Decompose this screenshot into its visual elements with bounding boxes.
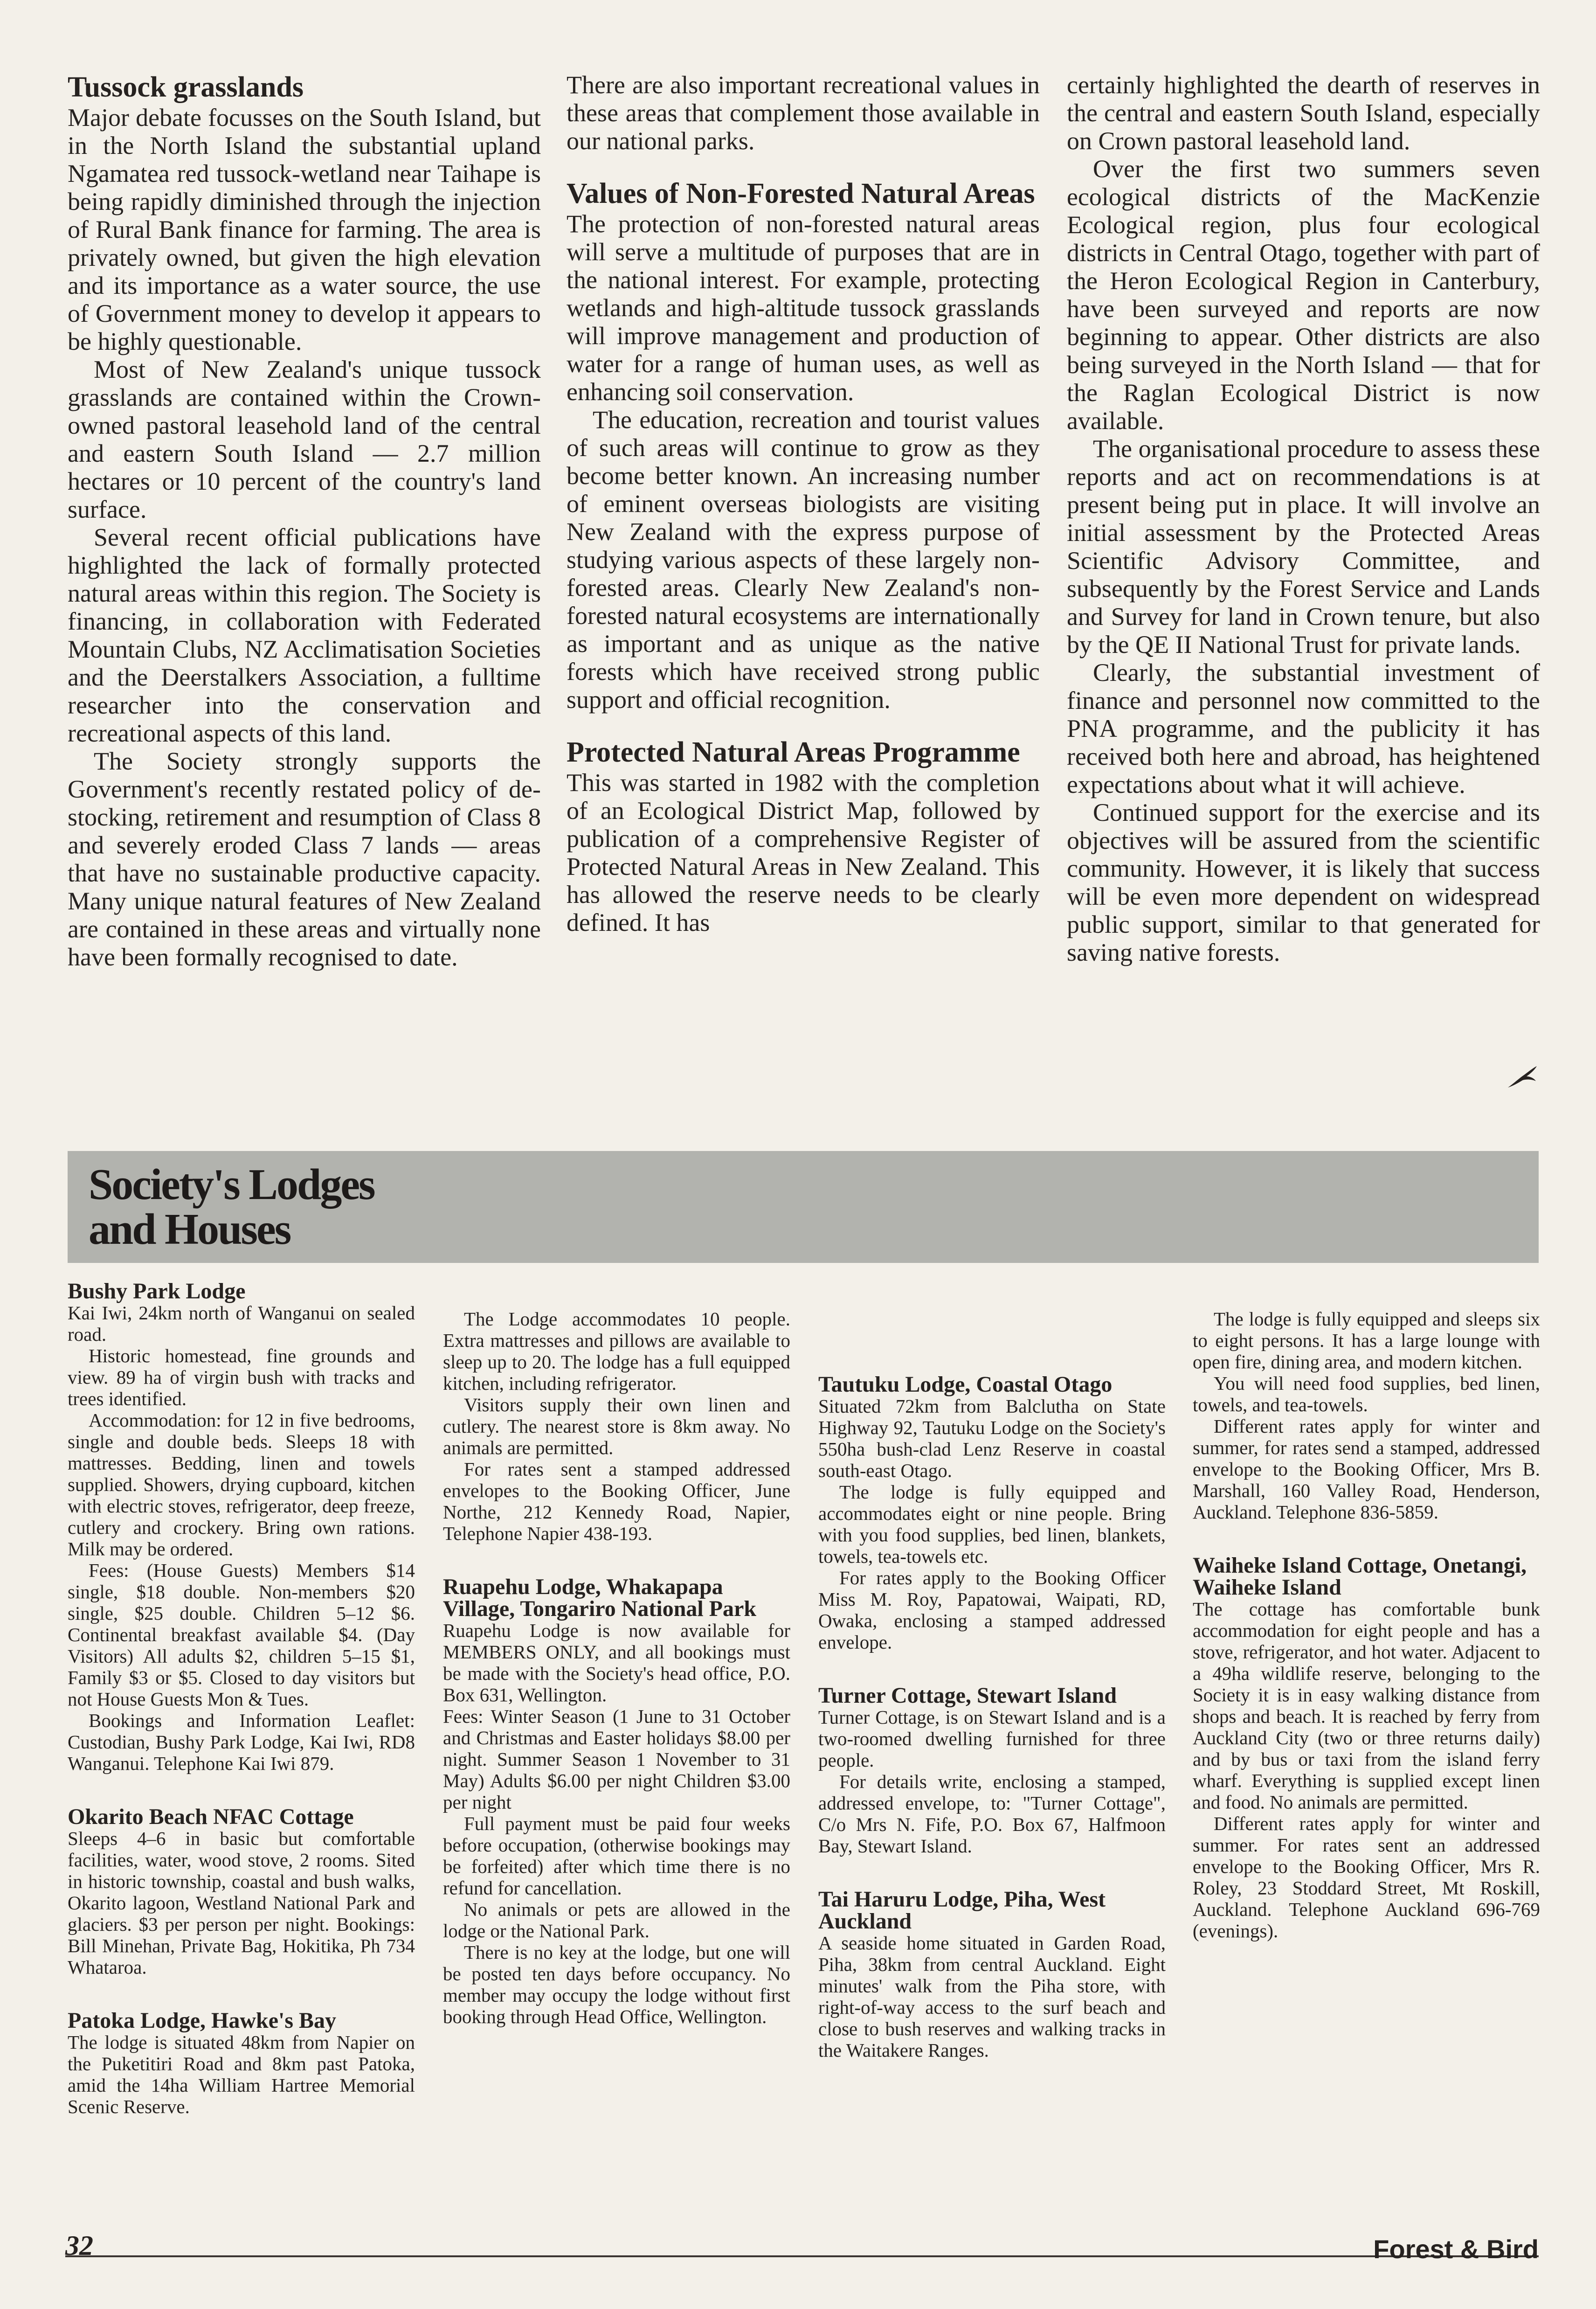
paragraph: Situated 72km from Balclutha on State Highway 92, Tautuku Lodge on the Society's 550ha bush-clad Lenz Reserve in coastal south-east Otago. bbox=[818, 1395, 1166, 1481]
page-number: 32 bbox=[65, 2230, 93, 2261]
paragraph: There are also important recreational values in these areas that complement those available in our national parks. bbox=[567, 71, 1040, 155]
paragraph: Fees: (House Guests) Members $14 single, $18 double. Non-members $20 single, $25 double. Children 5–12 $6. Continental breakfast available $4. (Day Visitors) All adults $2, children 5–15 $1, Family $3 or $5. Closed to day visitors but not House Guests Mon & Tues. bbox=[68, 1560, 415, 1710]
paragraph: The cottage has comfortable bunk accommodation for eight people and has a stove, refrigerator, and hot water. Adjacent to a 49ha wildlife reserve, belonging to the Society it is in easy walking distance from shops and beach. It is reached by ferry from Auckland City (two or three returns daily) and by bus or taxi from the island ferry wharf. Everything is supplied except linen and food. No animals are permitted. bbox=[1193, 1598, 1540, 1813]
paragraph: The organisational procedure to assess these reports and act on recommendations is at present being put in place. It will involve an initial assessment by the Protected Areas Scientific Advisory Committee, and subsequently by the Forest Service and Lands and Survey for land in Crown tenure, but also by the QE II National Trust for private lands. bbox=[1067, 435, 1540, 659]
paragraph: A seaside home situated in Garden Road, Piha, 38km from central Auckland. Eight minutes' walk from the Piha store, with right-of-way access to the surf beach and close to bush reserves and walking tracks in the Waitakere Ranges. bbox=[818, 1932, 1166, 2061]
paragraph: Sleeps 4–6 in basic but comfortable facilities, water, wood stove, 2 rooms. Sited in historic township, coastal and bush walks, Okarito lagoon, Westland National Park and glaciers. $3 per person per night. Bookings: Bill Minehan, Private Bag, Hokitika, Ph 734 Whataroa. bbox=[68, 1828, 415, 1978]
lodge-title-turner: Turner Cottage, Stewart Island bbox=[818, 1683, 1117, 1708]
lodges-column-1 bbox=[68, 1280, 415, 2117]
paragraph: The Society strongly supports the Government's recently restated policy of de-stocking, retirement and resumption of Class 8 and severely eroded Class 7 lands — areas that have no sustainable productive capacity. Many unique natural features of New Zealand are contained in these areas and virtually none have been formally recognised to date. bbox=[68, 747, 541, 971]
lodges-column-3 bbox=[818, 1373, 1166, 2061]
section-heading-tussock: Tussock grasslands bbox=[68, 71, 304, 103]
paragraph: There is no key at the lodge, but one will be posted ten days before occupancy. No member may occupy the lodge without first booking through Head Office, Wellington. bbox=[443, 1942, 790, 2027]
paragraph: The lodge is fully equipped and accommodates eight or nine people. Bring with you food supplies, bed linen, blankets, towels, tea-towels etc. bbox=[818, 1481, 1166, 1567]
paragraph: The protection of non-forested natural areas will serve a multitude of purposes that are in the national interest. For example, protecting wetlands and high-altitude tussock grasslands will improve management and production of water for a range of human uses, as well as enhancing soil conservation. bbox=[567, 210, 1040, 406]
paragraph: Full payment must be paid four weeks before occupation, (otherwise bookings may be forfeited) after which time there is no refund for cancellation. bbox=[443, 1813, 790, 1899]
paragraph: Historic homestead, fine grounds and view. 89 ha of virgin bush with tracks and trees identified. bbox=[68, 1345, 415, 1409]
magazine-masthead: Forest & Bird bbox=[1373, 2234, 1539, 2264]
paragraph: Several recent official publications have highlighted the lack of formally protected natural areas within this region. The Society is financing, in collaboration with Federated Mountain Clubs, NZ Acclimatisation Societies and the Deerstalkers Association, a fulltime researcher into the conservation and recreational aspects of this land. bbox=[68, 523, 541, 747]
paragraph: Visitors supply their own linen and cutlery. The nearest store is 8km away. No animals are permitted. bbox=[443, 1394, 790, 1458]
lodges-column-4 bbox=[1193, 1308, 1540, 1942]
paragraph: The Lodge accommodates 10 people. Extra mattresses and pillows are available to sleep up to 20. The lodge has a full equipped kitchen, including refrigerator. bbox=[443, 1308, 790, 1394]
banner-title: Society's Lodges and Houses bbox=[89, 1160, 374, 1254]
paragraph: Over the first two summers seven ecological districts of the MacKenzie Ecological region, plus four ecological districts in Central Otago, together with part of the Heron Ecological Region in Canterbury, have been surveyed and reports are now beginning to appear. Other districts are also being surveyed in the North Island — that for the Raglan Ecological District is now available. bbox=[1067, 155, 1540, 435]
paragraph: Accommodation: for 12 in five bedrooms, single and double beds. Sleeps 18 with mattresses. Bedding, linen and towels supplied. Showers, drying cupboard, kitchen with electric stoves, refrigerator, deep freeze, cutlery and crockery. Bring own rations. Milk may be ordered. bbox=[68, 1409, 415, 1560]
paragraph: The lodge is situated 48km from Napier on the Puketitiri Road and 8km past Patoka, amid the 14ha William Hartree Memorial Scenic Reserve. bbox=[68, 2032, 415, 2117]
paragraph: Fees: Winter Season (1 June to 31 October and Christmas and Easter holidays $8.00 per night. Summer Season 1 November to 31 May) Adults $6.00 per night Children $3.00 per night bbox=[443, 1706, 790, 1813]
paragraph: No animals or pets are allowed in the lodge or the National Park. bbox=[443, 1899, 790, 1942]
paragraph: For rates sent a stamped addressed envelopes to the Booking Officer, June Northe, 212 Kennedy Road, Napier, Telephone Napier 438-193. bbox=[443, 1458, 790, 1544]
section-heading-values: Values of Non-Forested Natural Areas bbox=[567, 178, 1035, 209]
paragraph: Clearly, the substantial investment of finance and personnel now committed to the PNA programme, and the publicity it has received both here and abroad, has heightened expectations about what it will achieve. bbox=[1067, 659, 1540, 798]
paragraph: certainly highlighted the dearth of reserves in the central and eastern South Island, especially on Crown pastoral leasehold land. bbox=[1067, 71, 1540, 155]
lodge-title-okarito: Okarito Beach NFAC Cottage bbox=[68, 1804, 354, 1829]
paragraph: You will need food supplies, bed linen, towels, and tea-towels. bbox=[1193, 1373, 1540, 1415]
paragraph: Bookings and Information Leaflet: Custodian, Bushy Park Lodge, Kai Iwi, RD8 Wanganui. Telephone Kai Iwi 879. bbox=[68, 1710, 415, 1774]
paragraph: Major debate focusses on the South Island, but in the North Island the substantial upland Ngamatea red tussock-wetland near Taihape is being rapidly diminished through the injection of Rural Bank finance for farming. The area is privately owned, but given the high elevation and its importance as a water source, the use of Government money to develop it appears to be highly questionable. bbox=[68, 104, 541, 355]
lodges-column-2 bbox=[443, 1308, 790, 2027]
lodge-title-bushy-park: Bushy Park Lodge bbox=[68, 1279, 246, 1304]
paragraph: The lodge is fully equipped and sleeps six to eight persons. It has a large lounge with open fire, dining area, and modern kitchen. bbox=[1193, 1308, 1540, 1373]
section-heading-pna: Protected Natural Areas Programme bbox=[567, 736, 1020, 768]
paragraph: Different rates apply for winter and summer. For rates sent an addressed envelope to the Booking Officer, Mrs R. Roley, 23 Stoddard Street, Mt Roskill, Auckland. Telephone Auckland 696-769 (evenings). bbox=[1193, 1813, 1540, 1942]
paragraph: Kai Iwi, 24km north of Wanganui on sealed road. bbox=[68, 1302, 415, 1345]
lodge-title-tautuku: Tautuku Lodge, Coastal Otago bbox=[818, 1372, 1112, 1397]
paragraph: For rates apply to the Booking Officer Miss M. Roy, Papatowai, Waipati, RD, Owaka, enclosing a stamped addressed envelope. bbox=[818, 1567, 1166, 1653]
bird-end-mark-icon bbox=[1506, 1064, 1539, 1090]
paragraph: Different rates apply for winter and summer, for rates send a stamped, addressed envelope to the Booking Officer, Mrs B. Marshall, 160 Valley Road, Henderson, Auckland. Telephone 836-5859. bbox=[1193, 1415, 1540, 1523]
paragraph: The education, recreation and tourist values of such areas will continue to grow as they become better known. An increasing number of eminent overseas biologists are visiting New Zealand with the express purpose of studying various aspects of these largely non-forested areas. Clearly New Zealand's non-forested natural ecosystems are internationally as important and as unique as the native forests which have received strong public support and official recognition. bbox=[567, 406, 1040, 714]
lodge-title-waiheke: Waiheke Island Cottage, Onetangi, Waiheke Island bbox=[1193, 1553, 1527, 1600]
paragraph: For details write, enclosing a stamped, addressed envelope, to: "Turner Cottage", C/o Mrs N. Fife, P.O. Box 67, Halfmoon Bay, Stewart Island. bbox=[818, 1771, 1166, 1857]
lodge-title-tai-haruru: Tai Haruru Lodge, Piha, West Auckland bbox=[818, 1887, 1106, 1934]
article-column-1 bbox=[68, 71, 541, 971]
paragraph: This was started in 1982 with the completion of an Ecological District Map, followed by publication of a comprehensive Register of Protected Natural Areas in New Zealand. This has allowed the reserve needs to be clearly defined. It has bbox=[567, 769, 1040, 936]
paragraph: Turner Cottage, is on Stewart Island and is a two-roomed dwelling furnished for three people. bbox=[818, 1706, 1166, 1771]
section-banner bbox=[68, 1151, 1539, 1263]
lodge-title-patoka: Patoka Lodge, Hawke's Bay bbox=[68, 2008, 337, 2033]
paragraph: Ruapehu Lodge is now available for MEMBERS ONLY, and all bookings must be made with the Society's head office, P.O. Box 631, Wellington. bbox=[443, 1620, 790, 1706]
footer-divider bbox=[65, 2255, 1539, 2257]
paragraph: Most of New Zealand's unique tussock grasslands are contained within the Crown-owned pastoral leasehold land of the central and eastern South Island — 2.7 million hectares or 10 percent of the country's land surface. bbox=[68, 355, 541, 523]
article-column-3 bbox=[1067, 71, 1540, 966]
paragraph: Continued support for the exercise and its objectives will be assured from the scientific community. However, it is likely that success will be even more dependent on widespread public support, similar to that generated for saving native forests. bbox=[1067, 798, 1540, 966]
article-column-2 bbox=[567, 71, 1040, 936]
lodge-title-ruapehu: Ruapehu Lodge, Whakapapa Village, Tongariro National Park bbox=[443, 1574, 757, 1621]
